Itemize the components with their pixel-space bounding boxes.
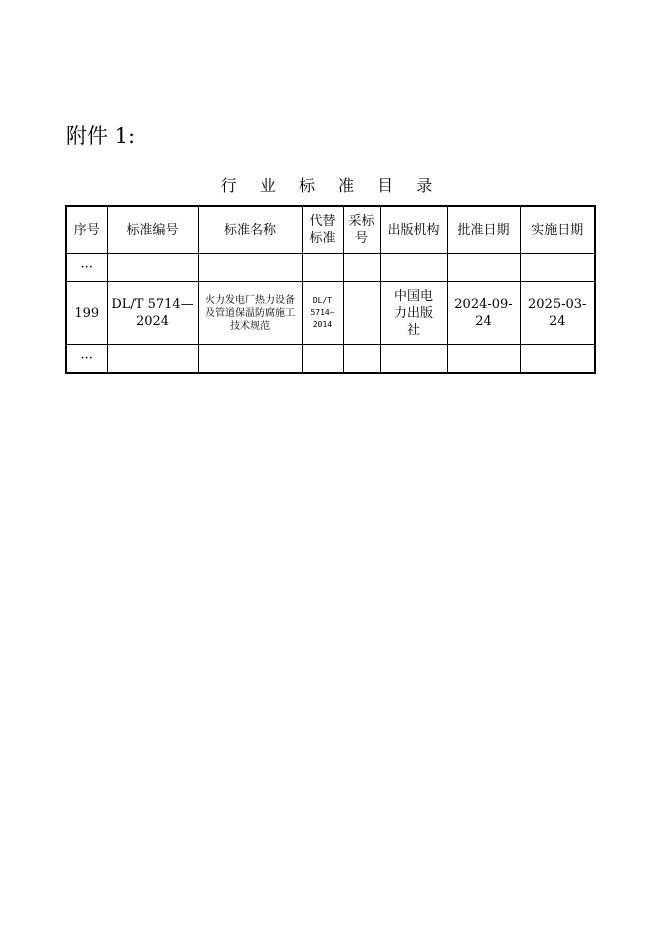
empty-cell xyxy=(302,345,343,374)
cell-name: 火力发电厂热力设备及管道保温防腐施工技术规范 xyxy=(198,282,302,345)
empty-cell xyxy=(447,345,520,374)
cell-replaces: DL/T 5714—2014 xyxy=(302,282,343,345)
empty-cell xyxy=(520,345,595,374)
empty-cell xyxy=(343,254,380,282)
cell-approval-date: 2024-09-24 xyxy=(447,282,520,345)
attachment-label: 附件 1: xyxy=(66,124,136,148)
standards-table xyxy=(65,205,596,374)
empty-cell xyxy=(520,254,595,282)
empty-cell xyxy=(107,254,198,282)
table-header-row xyxy=(66,206,595,254)
cell-publisher: 中国电力出版社 xyxy=(380,282,447,345)
header-std-no: 标准编号 xyxy=(107,206,198,254)
cell-std-no: DL/T 5714—2024 xyxy=(107,282,198,345)
header-publisher: 出版机构 xyxy=(380,206,447,254)
empty-cell xyxy=(107,345,198,374)
ellipsis-cell: ··· xyxy=(66,345,107,374)
empty-cell xyxy=(198,254,302,282)
empty-cell xyxy=(302,254,343,282)
ellipsis-cell: ··· xyxy=(66,254,107,282)
table-row-ellipsis-bottom xyxy=(66,345,595,374)
empty-cell xyxy=(198,345,302,374)
table-row xyxy=(66,282,595,345)
cell-adopted-no xyxy=(343,282,380,345)
header-approval-date: 批准日期 xyxy=(447,206,520,254)
document-title: 行 业 标 准 目 录 xyxy=(220,176,442,195)
header-replaces: 代替标准 xyxy=(302,206,343,254)
header-name: 标准名称 xyxy=(198,206,302,254)
empty-cell xyxy=(380,254,447,282)
header-adopted-no: 采标号 xyxy=(343,206,380,254)
empty-cell xyxy=(343,345,380,374)
header-seq: 序号 xyxy=(66,206,107,254)
table-row-ellipsis-top xyxy=(66,254,595,282)
cell-seq: 199 xyxy=(66,282,107,345)
header-effective-date: 实施日期 xyxy=(520,206,595,254)
empty-cell xyxy=(447,254,520,282)
cell-effective-date: 2025-03-24 xyxy=(520,282,595,345)
empty-cell xyxy=(380,345,447,374)
